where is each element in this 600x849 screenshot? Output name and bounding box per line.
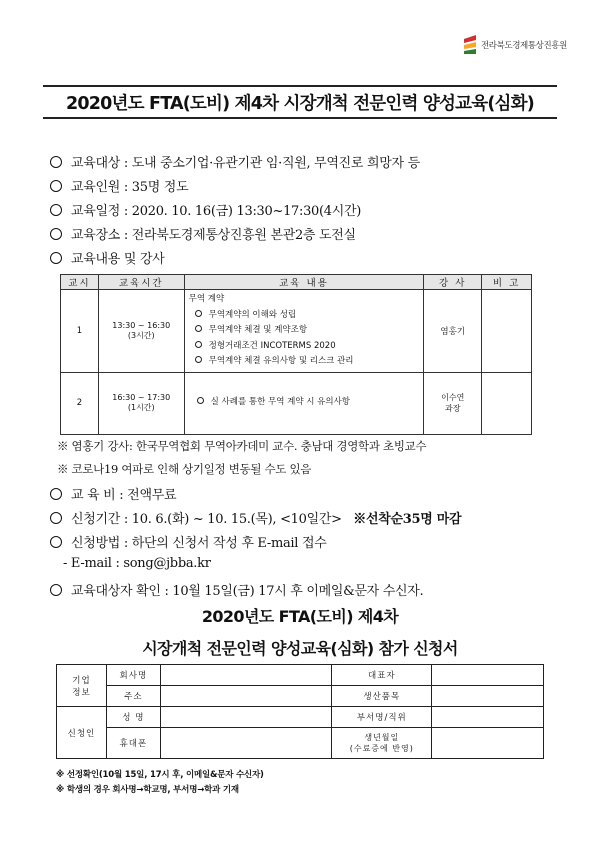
info-headcount: 교육인원 : 35명 정도 bbox=[50, 176, 188, 195]
footnote-student: ※ 학생의 경우 회사명→학교명, 부서명→학과 기재 bbox=[56, 785, 239, 795]
products-label: 생산품목 bbox=[332, 686, 432, 707]
row-instructor bbox=[424, 372, 482, 434]
circle-bullet-icon bbox=[50, 156, 62, 168]
jbba-logo-icon bbox=[462, 34, 478, 56]
content-item: 무역계약의 이해와 성립 bbox=[189, 308, 420, 324]
birth-field[interactable] bbox=[432, 728, 544, 759]
row-time bbox=[98, 372, 184, 434]
name-label: 성 명 bbox=[106, 707, 160, 728]
circle-bullet-icon bbox=[50, 512, 62, 524]
content-item: 정형거래조건 INCOTERMS 2020 bbox=[189, 339, 420, 355]
circle-bullet-icon bbox=[50, 536, 62, 548]
row-period: 2 bbox=[61, 372, 99, 434]
info-location: 교육장소 : 전라북도경제통상진흥원 본관2층 도전실 bbox=[50, 224, 356, 243]
circle-bullet-icon bbox=[50, 204, 62, 216]
row-remark bbox=[482, 372, 532, 434]
info-fee: 교 육 비 : 전액무료 bbox=[50, 484, 176, 503]
organization-logo bbox=[462, 34, 567, 56]
instructor-name: 이수연 bbox=[441, 393, 465, 402]
page-title: 2020년도 FTA(도비) 제4차 시장개척 전문인력 양성교육(심화) bbox=[66, 93, 534, 114]
page-title-box bbox=[43, 85, 557, 119]
ceo-field[interactable] bbox=[432, 665, 544, 686]
birth-label-note: (수료증에 반영) bbox=[349, 744, 414, 753]
schedule-table bbox=[60, 274, 532, 435]
circle-bullet-icon bbox=[195, 310, 202, 317]
form-title-line1: 2020년도 FTA(도비) 제4차 bbox=[201, 607, 399, 626]
content-item: 무역계약 체결 유의사항 및 리스크 관리 bbox=[189, 354, 420, 370]
header-period: 교시 bbox=[61, 275, 99, 290]
footnote-selection: ※ 선정확인(10월 15일, 17시 후, 이메일&문자 수신자) bbox=[56, 770, 264, 780]
header-content: 교육 내용 bbox=[184, 275, 424, 290]
birth-label bbox=[332, 728, 432, 759]
content-item: 무역계약 체결 및 계약조항 bbox=[189, 323, 420, 339]
address-label: 주소 bbox=[106, 686, 160, 707]
row-content bbox=[184, 290, 424, 373]
note-covid: ※ 코로나19 여파로 인해 상기일정 변동될 수도 있음 bbox=[57, 462, 312, 476]
mobile-field[interactable] bbox=[160, 728, 332, 759]
info-content-heading: 교육내용 및 강사 bbox=[50, 248, 164, 267]
row-duration: (1시간) bbox=[127, 403, 155, 412]
birth-label-text: 생년월일 bbox=[364, 733, 400, 742]
circle-bullet-icon bbox=[50, 228, 62, 240]
circle-bullet-icon bbox=[197, 397, 204, 404]
table-row bbox=[61, 372, 532, 434]
mobile-label: 휴대폰 bbox=[106, 728, 160, 759]
row-time-range: 13:30 ~ 16:30 bbox=[112, 320, 171, 330]
form-title-line2: 시장개척 전문인력 양성교육(심화) 참가 신청서 bbox=[142, 639, 458, 658]
info-period: 신청기간 : 10. 6.(화) ~ 10. 15.(목), <10일간> ※선착순35명 마감 bbox=[50, 508, 461, 527]
dept-field[interactable] bbox=[432, 707, 544, 728]
company-name-label: 회사명 bbox=[106, 665, 160, 686]
schedule-header-row bbox=[61, 275, 532, 290]
header-time: 교육시간 bbox=[98, 275, 184, 290]
row-period: 1 bbox=[61, 290, 99, 373]
row-time bbox=[98, 290, 184, 373]
company-info-label: 기업 정보 bbox=[57, 665, 107, 707]
circle-bullet-icon bbox=[50, 252, 62, 264]
row-content bbox=[184, 372, 424, 434]
applicant-label: 신청인 bbox=[57, 707, 107, 759]
logo-text: 전라북도경제통상진흥원 bbox=[481, 41, 567, 51]
row-instructor: 염홍기 bbox=[424, 290, 482, 373]
circle-bullet-icon bbox=[50, 488, 62, 500]
circle-bullet-icon bbox=[195, 356, 202, 363]
ceo-label: 대표자 bbox=[332, 665, 432, 686]
info-email: - E-mail : song@jbba.kr bbox=[63, 556, 211, 571]
name-field[interactable] bbox=[160, 707, 332, 728]
instructor-title: 과장 bbox=[445, 404, 461, 413]
header-instructor: 강 사 bbox=[424, 275, 482, 290]
info-method: 신청방법 : 하단의 신청서 작성 후 E-mail 접수 bbox=[50, 532, 327, 551]
circle-bullet-icon bbox=[195, 341, 202, 348]
address-field[interactable] bbox=[160, 686, 332, 707]
note-instructor: ※ 염홍기 강사: 한국무역협회 무역아카데미 교수. 충남대 경영학과 초빙교수 bbox=[57, 439, 427, 453]
circle-bullet-icon bbox=[50, 180, 62, 192]
info-schedule: 교육일정 : 2020. 10. 16(금) 13:30~17:30(4시간) bbox=[50, 200, 361, 219]
info-confirm: 교육대상자 확인 : 10월 15일(금) 17시 후 이메일&문자 수신자. bbox=[50, 580, 423, 599]
header-remark: 비 고 bbox=[482, 275, 532, 290]
products-field[interactable] bbox=[432, 686, 544, 707]
row-remark bbox=[482, 290, 532, 373]
application-form bbox=[56, 664, 544, 759]
row-duration: (3시간) bbox=[127, 330, 155, 340]
row-time-range: 16:30 ~ 17:30 bbox=[112, 393, 171, 402]
circle-bullet-icon bbox=[50, 584, 62, 596]
period-emphasis: ※선착순35명 마감 bbox=[353, 512, 462, 527]
company-name-field[interactable] bbox=[160, 665, 332, 686]
content-title: 무역 계약 bbox=[188, 294, 225, 304]
circle-bullet-icon bbox=[195, 325, 202, 332]
dept-label: 부서명/직위 bbox=[332, 707, 432, 728]
table-row bbox=[61, 290, 532, 373]
info-target: 교육대상 : 도내 중소기업·유관기관 임·직원, 무역진로 희망자 등 bbox=[50, 152, 420, 171]
content-item: 실 사례를 통한 무역 계약 시 유의사항 bbox=[191, 395, 418, 411]
